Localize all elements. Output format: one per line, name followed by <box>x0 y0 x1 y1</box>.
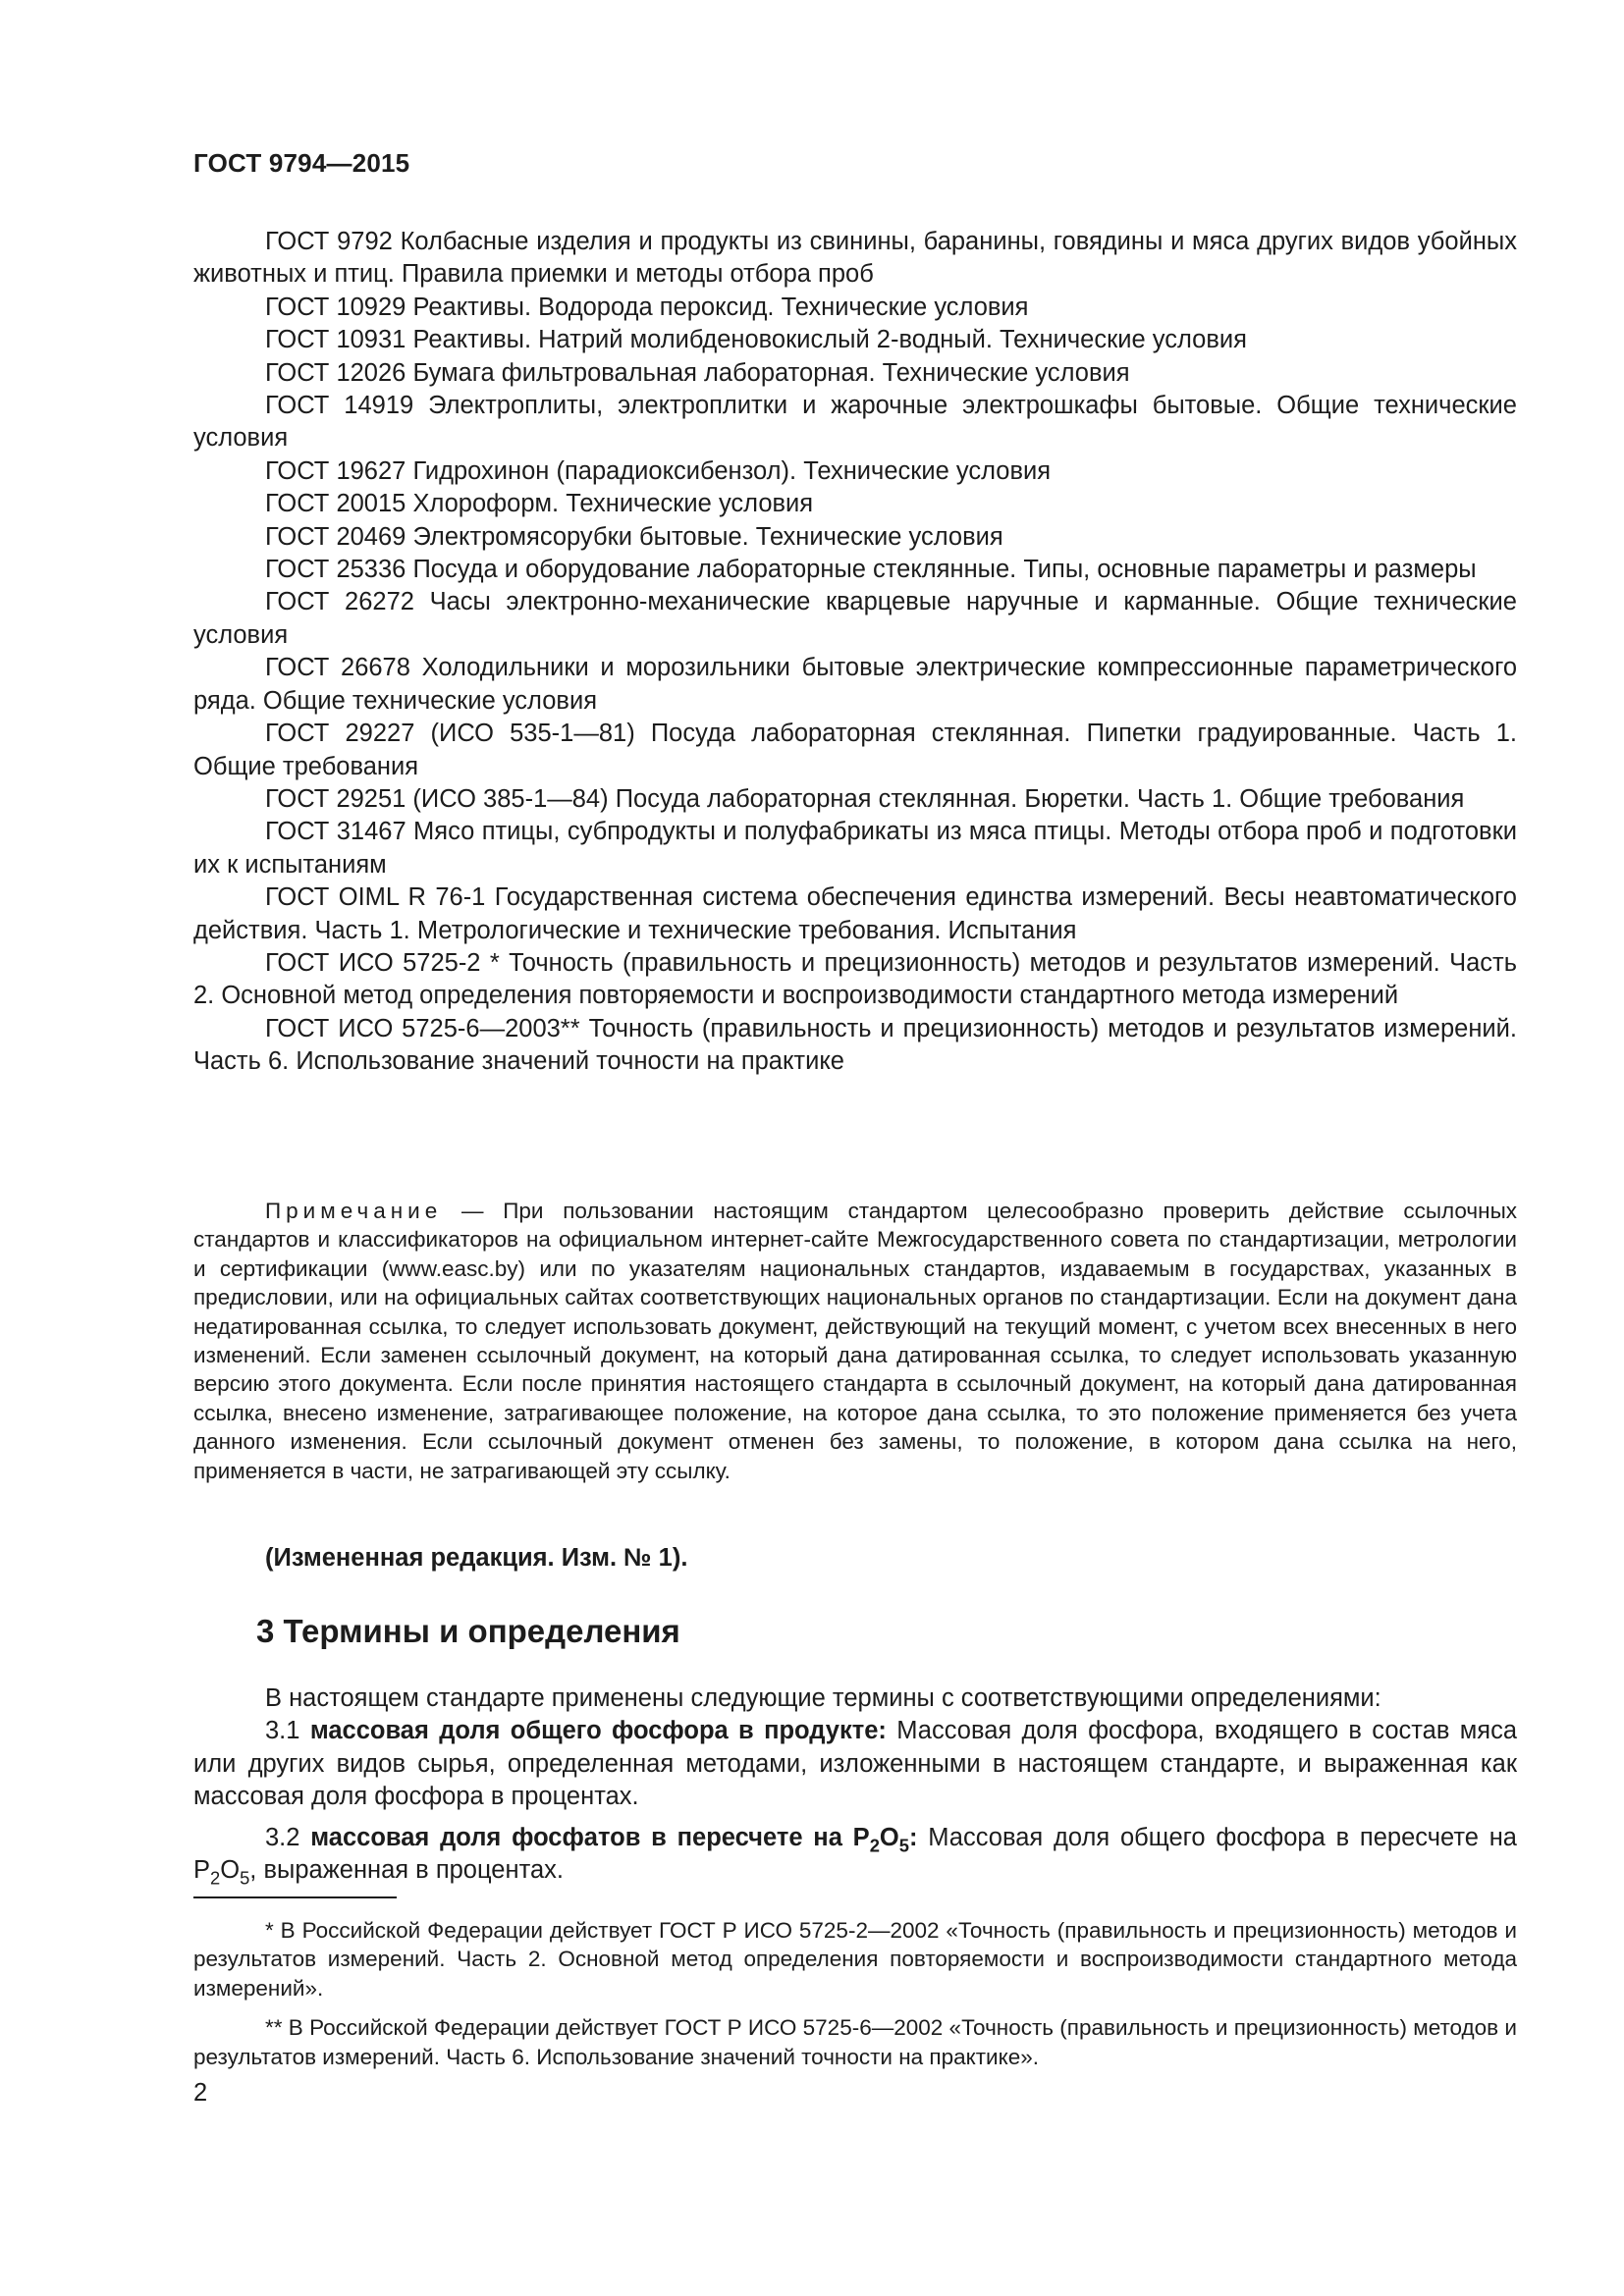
reference-code: ГОСТ 14919 <box>265 392 414 420</box>
note-label: Примечание <box>265 1199 443 1223</box>
reference-item <box>193 586 1517 652</box>
reference-item <box>193 521 1517 554</box>
footnote: * В Российской Федерации действует ГОСТ Р ИСО 5725-2—2002 «Точность (правильность и прецизионность) методов и результатов измерений. Часть 2. Основной метод определения повторяемости и воспроизводимости стандартного метода измерений». <box>193 1918 1517 2001</box>
reference-code: ГОСТ ИСО 5725-6—2003** <box>265 1014 580 1042</box>
reference-item <box>193 816 1517 881</box>
amendment-mark: (Измененная редакция. Изм. № 1). <box>265 1544 688 1572</box>
reference-title: Точность (правильность и прецизионность) методов и результатов измерений. Часть 2. Основной метод определения повторяемости и воспроизводимости стандартного метода измерений <box>193 948 1517 1010</box>
reference-item <box>193 455 1517 488</box>
reference-title: Мясо птицы, субпродукты и полуфабрикаты из мяса птицы. Методы отбора проб и подготовки их к испытаниям <box>193 818 1517 879</box>
reference-item <box>193 292 1517 324</box>
reference-item <box>193 947 1517 1013</box>
term-number: 3.2 <box>265 1823 300 1851</box>
section-body <box>193 1682 1517 1887</box>
reference-item <box>193 881 1517 947</box>
reference-code: ГОСТ 26678 <box>265 654 410 682</box>
reference-item <box>193 226 1517 292</box>
term-text-part: О <box>220 1856 241 1885</box>
term-name <box>310 1823 918 1856</box>
reference-code: ГОСТ 31467 <box>265 818 406 846</box>
reference-code: ГОСТ 20015 <box>265 490 406 518</box>
reference-title: Электроплиты, электроплитки и жарочные электрошкафы бытовые. Общие технические условия <box>193 392 1517 453</box>
subscript: 5 <box>240 1867 250 1889</box>
reference-code: ГОСТ 29251 (ИСО 385-1—84) <box>265 784 609 813</box>
note-text: — При пользовании настоящим стандартом целесообразно проверить действие ссылочных стандартов и классификаторов на официальном интернет-сайте Межгосударственного совета по стандартизации, метрологии и сертификации (www.easc.by) или по указателям национальных стандартов, издаваемым в государствах, указанных в предисловии, или на официальных сайтах соответствующих национальных органов по стандартизации. Если на документ дана недатированная ссылка, то следует использовать документ, действующий на текущий момент, с учетом всех внесенных в него изменений. Если заменен ссылочный документ, на который дана датированная ссылка, то следует использовать указанную версию этого документа. Если после принятия настоящего стандарта в ссылочный документ, на который дана датированная ссылка, внесено изменение, затрагивающее положение, на которое дана ссылка, то это положение применяется без учета данного изменения. Если ссылочный документ отменен без замены, то положение, в котором дана ссылка на него, применяется в части, не затрагивающей эту ссылку. <box>193 1199 1517 1483</box>
reference-title: Реактивы. Водорода пероксид. Технические условия <box>412 293 1029 321</box>
reference-title: Гидрохинон (парадиоксибензол). Технические условия <box>412 456 1052 485</box>
page-number: 2 <box>193 2079 208 2107</box>
reference-code: ГОСТ 9792 <box>265 228 393 255</box>
term-number: 3.1 <box>265 1717 300 1745</box>
reference-code: ГОСТ 29227 (ИСО 535-1—81) <box>265 720 635 748</box>
term-definition <box>193 1715 1517 1813</box>
reference-title: Реактивы. Натрий молибденовокислый 2-водный. Технические условия <box>412 326 1247 354</box>
reference-item <box>193 1013 1517 1079</box>
reference-title: Посуда и оборудование лабораторные стеклянные. Типы, основные параметры и размеры <box>412 556 1477 584</box>
subscript: 5 <box>898 1835 909 1856</box>
reference-title: Посуда лабораторная стеклянная. Бюретки. Часть 1. Общие требования <box>615 784 1465 813</box>
reference-item <box>193 554 1517 586</box>
reference-item <box>193 652 1517 718</box>
reference-code: ГОСТ 10929 <box>265 293 406 321</box>
reference-item <box>193 718 1517 783</box>
normative-references <box>193 226 1517 1079</box>
reference-title: Электромясорубки бытовые. Технические условия <box>412 522 1003 551</box>
reference-code: ГОСТ 20469 <box>265 522 406 551</box>
term-text-part: , выраженная в процентах. <box>249 1856 564 1885</box>
reference-item <box>193 783 1517 816</box>
reference-code: ГОСТ 10931 <box>265 326 406 354</box>
reference-code: ГОСТ 25336 <box>265 556 406 584</box>
term-definition <box>193 1822 1517 1888</box>
reference-title: Хлороформ. Технические условия <box>412 490 814 518</box>
reference-item <box>193 488 1517 520</box>
reference-item <box>193 390 1517 455</box>
subscript: 2 <box>869 1835 880 1856</box>
term-name-part: : <box>908 1823 918 1851</box>
reference-title: Часы электронно-механические кварцевые наручные и карманные. Общие технические условия <box>193 588 1517 649</box>
references-note <box>193 1197 1517 1485</box>
term-name: массовая доля общего фосфора в продукте: <box>309 1717 887 1745</box>
reference-item <box>193 357 1517 390</box>
term-text-part: Массовая доля общего фосфора в пересчете на Р <box>193 1823 1517 1885</box>
document-header: ГОСТ 9794—2015 <box>193 148 410 178</box>
reference-title: Посуда лабораторная стеклянная. Пипетки градуированные. Часть 1. Общие требования <box>193 720 1517 780</box>
reference-item <box>193 324 1517 356</box>
reference-title: Бумага фильтровальная лабораторная. Технические условия <box>412 358 1130 387</box>
term-name-part: О <box>879 1823 899 1851</box>
reference-code: ГОСТ OIML R 76-1 <box>265 883 486 912</box>
section-intro: В настоящем стандарте применены следующие термины с соответствующими определениями: <box>265 1684 1381 1712</box>
term-text: Массовая доля фосфора, входящего в состав мяса или других видов сырья, определенная методами, изложенными в настоящем стандарте, и выраженная как массовая доля фосфора в процентах. <box>193 1717 1518 1811</box>
reference-title: Точность (правильность и прецизионность) методов и результатов измерений. Часть 6. Использование значений точности на практике <box>193 1014 1517 1076</box>
reference-code: ГОСТ ИСО 5725-2 * <box>265 948 500 977</box>
reference-code: ГОСТ 26272 <box>265 588 414 616</box>
section-heading: 3 Термины и определения <box>256 1613 680 1649</box>
footnote: ** В Российской Федерации действует ГОСТ Р ИСО 5725-6—2002 «Точность (правильность и прецизионность) методов и результатов измерений. Часть 6. Использование значений точности на практике». <box>193 2015 1517 2069</box>
reference-title: Холодильники и морозильники бытовые электрические компрессионные параметрического ряда. Общие технические условия <box>193 654 1518 715</box>
term-name-part: массовая доля фосфатов в пересчете на Р <box>310 1823 870 1851</box>
reference-code: ГОСТ 12026 <box>265 358 406 387</box>
reference-title: Колбасные изделия и продукты из свинины, баранины, говядины и мяса других видов убойных животных и птиц. Правила приемки и методы отбора проб <box>193 228 1517 289</box>
subscript: 2 <box>210 1867 221 1889</box>
footnote-divider <box>193 1896 397 1898</box>
footnotes <box>193 1916 1517 2082</box>
reference-title: Государственная система обеспечения единства измерений. Весы неавтоматического действия. Часть 1. Метрологические и технические требования. Испытания <box>193 883 1517 944</box>
reference-code: ГОСТ 19627 <box>265 456 406 485</box>
